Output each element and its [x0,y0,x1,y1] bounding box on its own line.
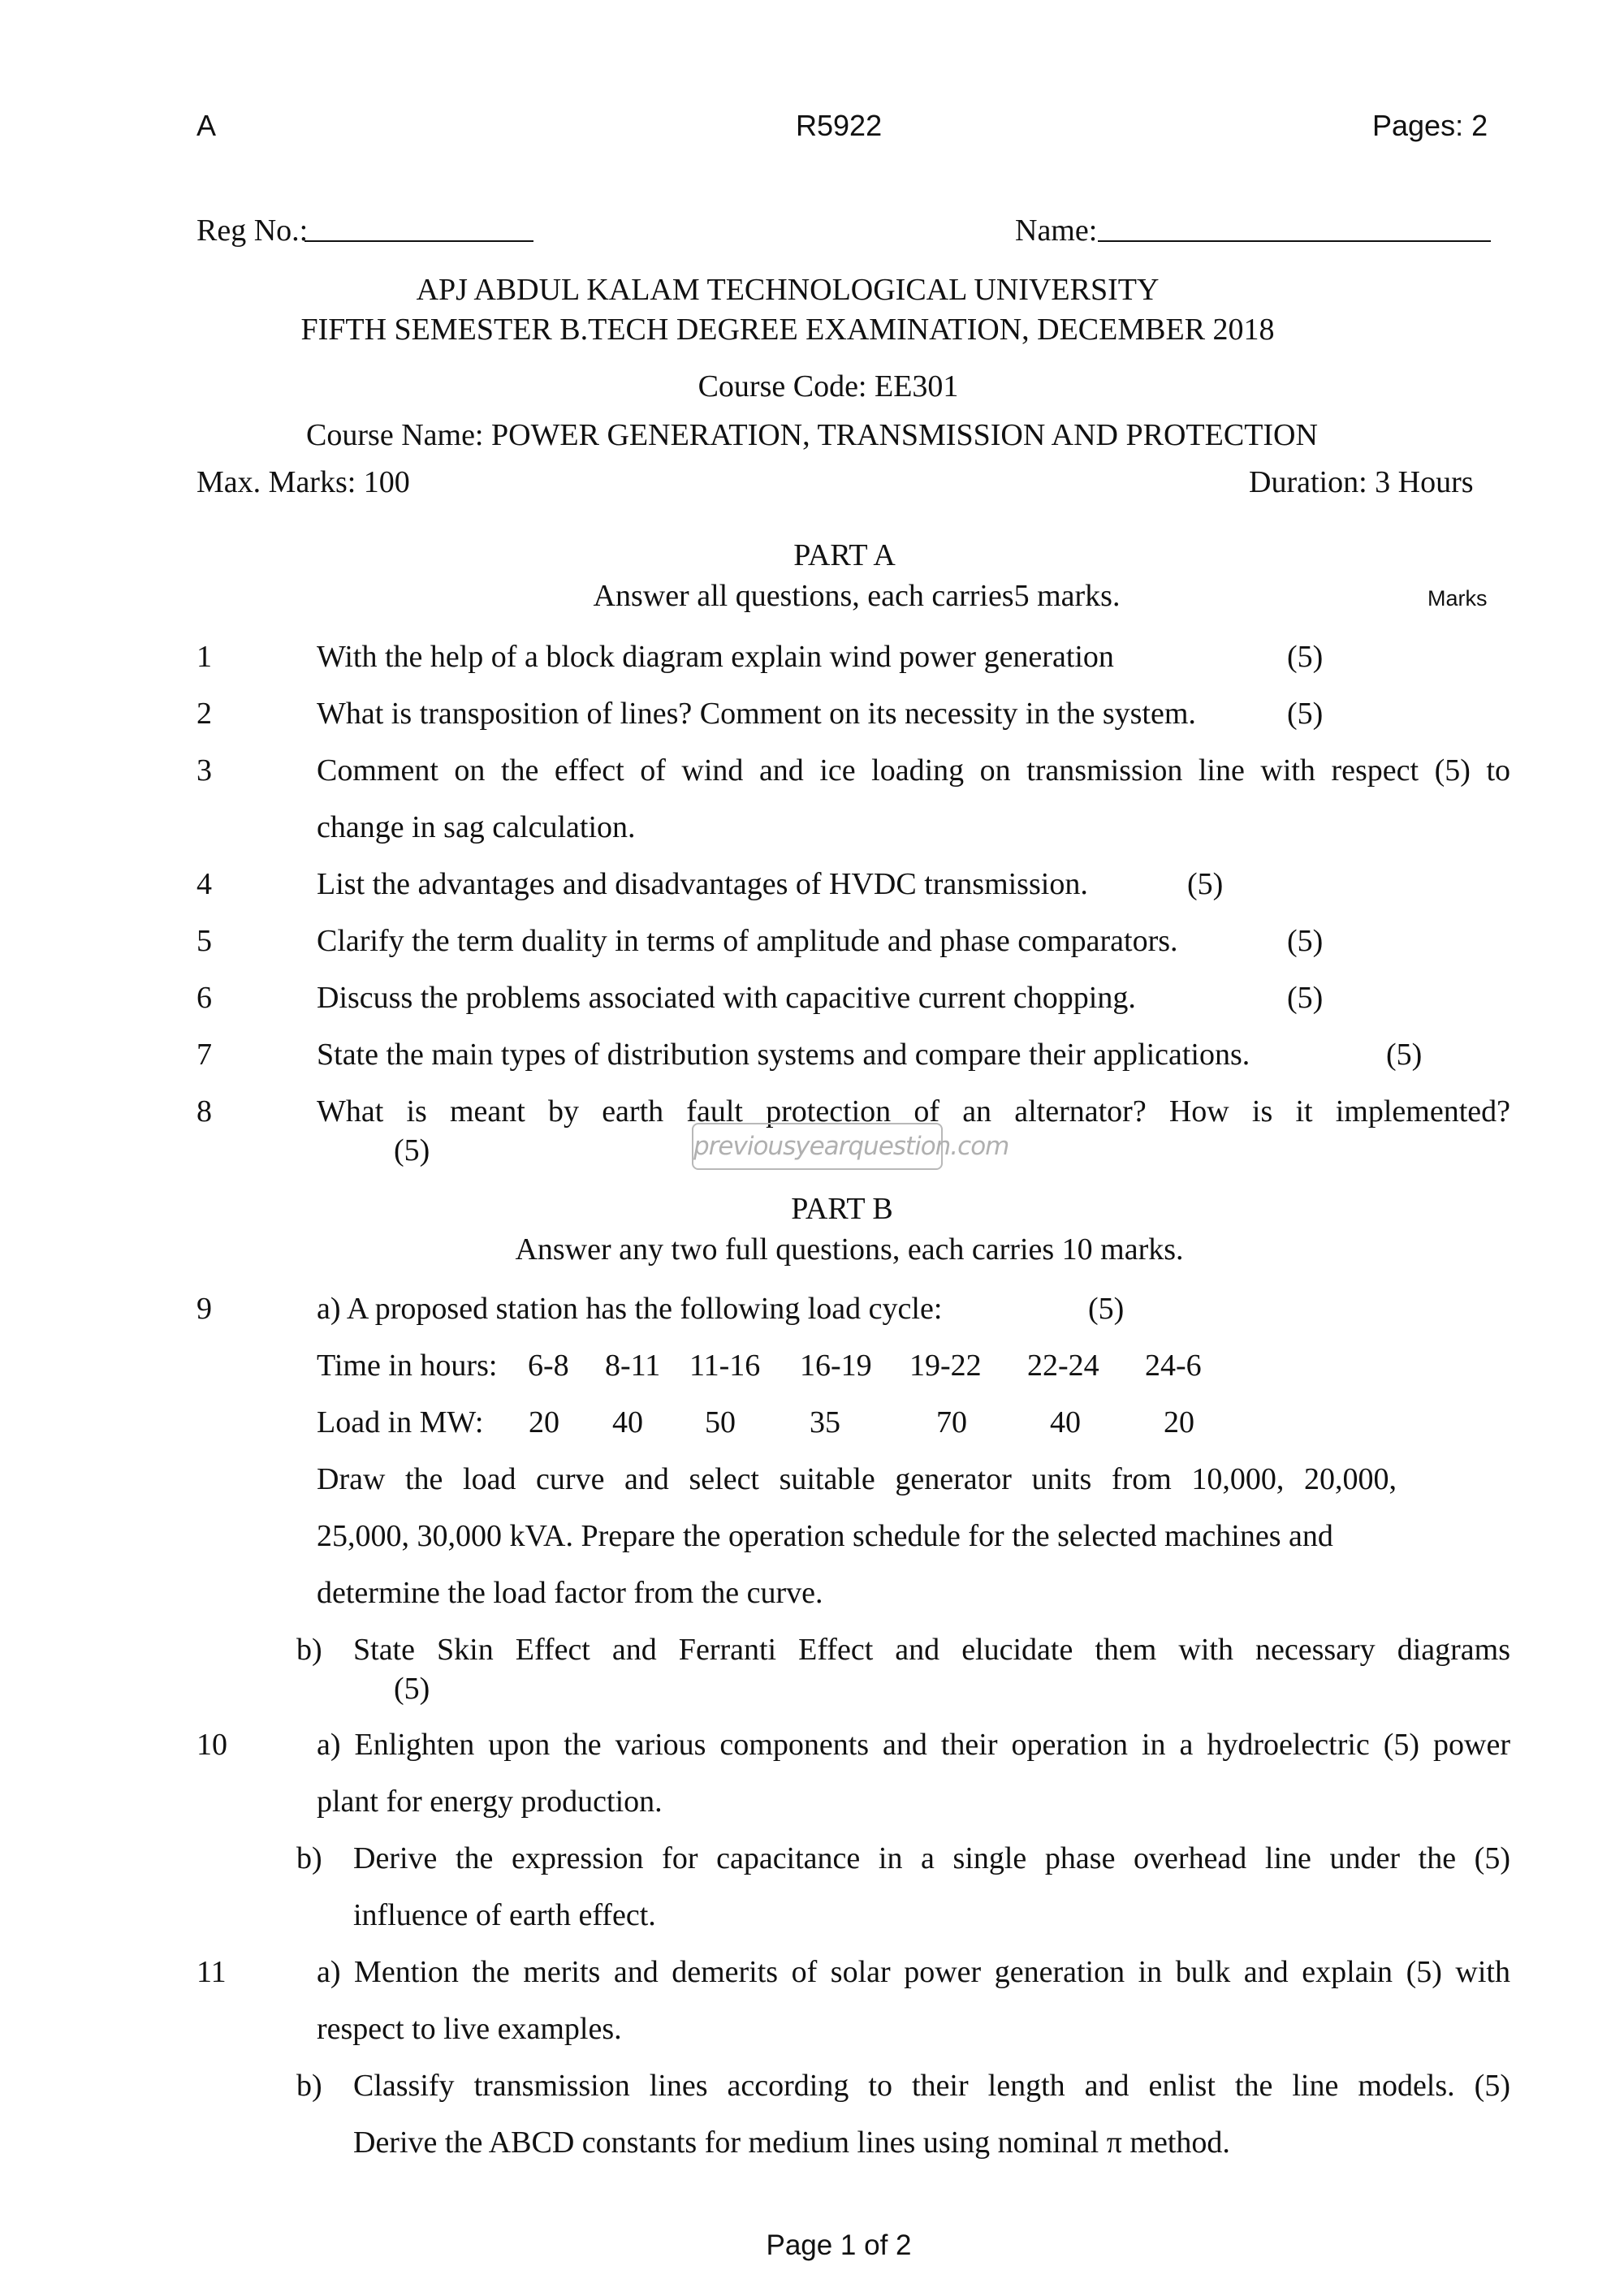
part-a-heading: PART A [793,538,896,572]
question-number: 8 [197,1094,212,1129]
load-table-load: 35 [810,1405,840,1439]
question-10a-text: a) Enlighten upon the various components and their operation in a hydroelectric (5) power [317,1728,1510,1762]
part-b-heading: PART B [791,1192,893,1226]
question-marks: (5) [1287,640,1324,674]
load-table-time: 11-16 [689,1349,761,1383]
question-9a-line: determine the load factor from the curve. [317,1576,823,1610]
sub-question-label: b) [296,1841,322,1875]
question-number: 2 [197,697,212,731]
load-table-load: 20 [529,1405,559,1439]
question-11a-text: a) Mention the merits and demerits of solar power generation in bulk and explain (5) with [317,1955,1510,1989]
question-9a-line: Draw the load curve and select suitable generator units from 10,000, 20,000, [317,1462,1397,1496]
name-label: Name: [1015,214,1098,248]
load-table-load: 50 [705,1405,736,1439]
load-table-load: 40 [612,1405,643,1439]
question-9a-line: 25,000, 30,000 kVA. Prepare the operation schedule for the selected machines and [317,1519,1333,1553]
course-name: Course Name: POWER GENERATION, TRANSMISSION AND PROTECTION [306,418,1318,452]
load-table-load: 40 [1050,1405,1081,1439]
question-10b-text: Derive the expression for capacitance in a single phase overhead line under the (5) [353,1841,1510,1875]
question-10a-text-continued: plant for energy production. [317,1785,663,1819]
question-number: 3 [197,753,212,788]
question-text: Discuss the problems associated with capacitive current chopping. [317,981,1136,1015]
page-footer: Page 1 of 2 [766,2229,912,2261]
reg-no-line [304,240,533,242]
question-number: 11 [197,1955,227,1989]
question-text: What is meant by earth fault protection of an alternator? How is it implemented? [317,1094,1510,1129]
question-text: List the advantages and disadvantages of HVDC transmission. [317,867,1088,901]
paper-set: A [197,109,217,142]
question-number: 5 [197,924,212,958]
question-9a-text: a) A proposed station has the following load cycle: [317,1292,943,1326]
load-table-time: 6-8 [528,1349,569,1383]
question-11b-text: Classify transmission lines according to their length and enlist the line models. (5) [353,2069,1510,2103]
part-b-instruction: Answer any two full questions, each carries 10 marks. [515,1232,1184,1267]
question-marks: (5) [1088,1292,1125,1326]
question-text: Comment on the effect of wind and ice loading on transmission line with respect (5) to [317,753,1510,788]
question-text-continued: change in sag calculation. [317,810,636,844]
load-table-time: 24-6 [1145,1349,1202,1383]
question-marks: (5) [394,1672,430,1706]
question-marks: (5) [394,1133,430,1167]
question-number: 6 [197,981,212,1015]
question-marks: (5) [1187,867,1224,901]
question-number: 4 [197,867,212,901]
question-text: What is transposition of lines? Comment on its necessity in the system. [317,697,1196,731]
sub-question-label: b) [296,1633,322,1667]
question-number: 9 [197,1292,212,1326]
question-marks: (5) [1287,697,1324,731]
question-text: Clarify the term duality in terms of amplitude and phase comparators. [317,924,1178,958]
watermark-logo: previousyearquestion.com [692,1123,943,1170]
max-marks: Max. Marks: 100 [197,465,410,499]
university-name: APJ ABDUL KALAM TECHNOLOGICAL UNIVERSITY [416,273,1160,307]
name-line [1098,240,1491,242]
load-table-time-label: Time in hours: [317,1349,498,1383]
question-number: 7 [197,1038,212,1072]
question-10b-text-continued: influence of earth effect. [353,1898,656,1932]
question-marks: (5) [1386,1038,1423,1072]
sub-question-label: b) [296,2069,322,2103]
question-number: 10 [197,1728,227,1762]
question-text: State the main types of distribution systems and compare their applications. [317,1038,1250,1072]
question-9b-text: State Skin Effect and Ferranti Effect and elucidate them with necessary diagrams [353,1633,1510,1667]
load-table-time: 22-24 [1027,1349,1099,1383]
load-table-load-label: Load in MW: [317,1405,484,1439]
marks-column-label: Marks [1427,586,1488,611]
reg-no-label: Reg No.: [197,214,309,248]
load-table-time: 19-22 [909,1349,982,1383]
load-table-time: 8-11 [605,1349,661,1383]
question-marks: (5) [1287,981,1324,1015]
load-table-load: 70 [936,1405,967,1439]
load-table-load: 20 [1164,1405,1194,1439]
duration: Duration: 3 Hours [1249,465,1474,499]
page-count: Pages: 2 [1372,109,1488,142]
load-table-time: 16-19 [800,1349,872,1383]
question-text: With the help of a block diagram explain wind power generation [317,640,1114,674]
question-11b-text-continued: Derive the ABCD constants for medium lines using nominal π method. [353,2126,1230,2160]
course-code: Course Code: EE301 [698,369,959,404]
question-marks: (5) [1287,924,1324,958]
question-11a-text-continued: respect to live examples. [317,2012,622,2046]
question-number: 1 [197,640,212,674]
paper-code: R5922 [796,109,883,142]
part-a-instruction: Answer all questions, each carries5 marks. [593,579,1121,613]
exam-title: FIFTH SEMESTER B.TECH DEGREE EXAMINATION, DECEMBER 2018 [300,313,1275,347]
